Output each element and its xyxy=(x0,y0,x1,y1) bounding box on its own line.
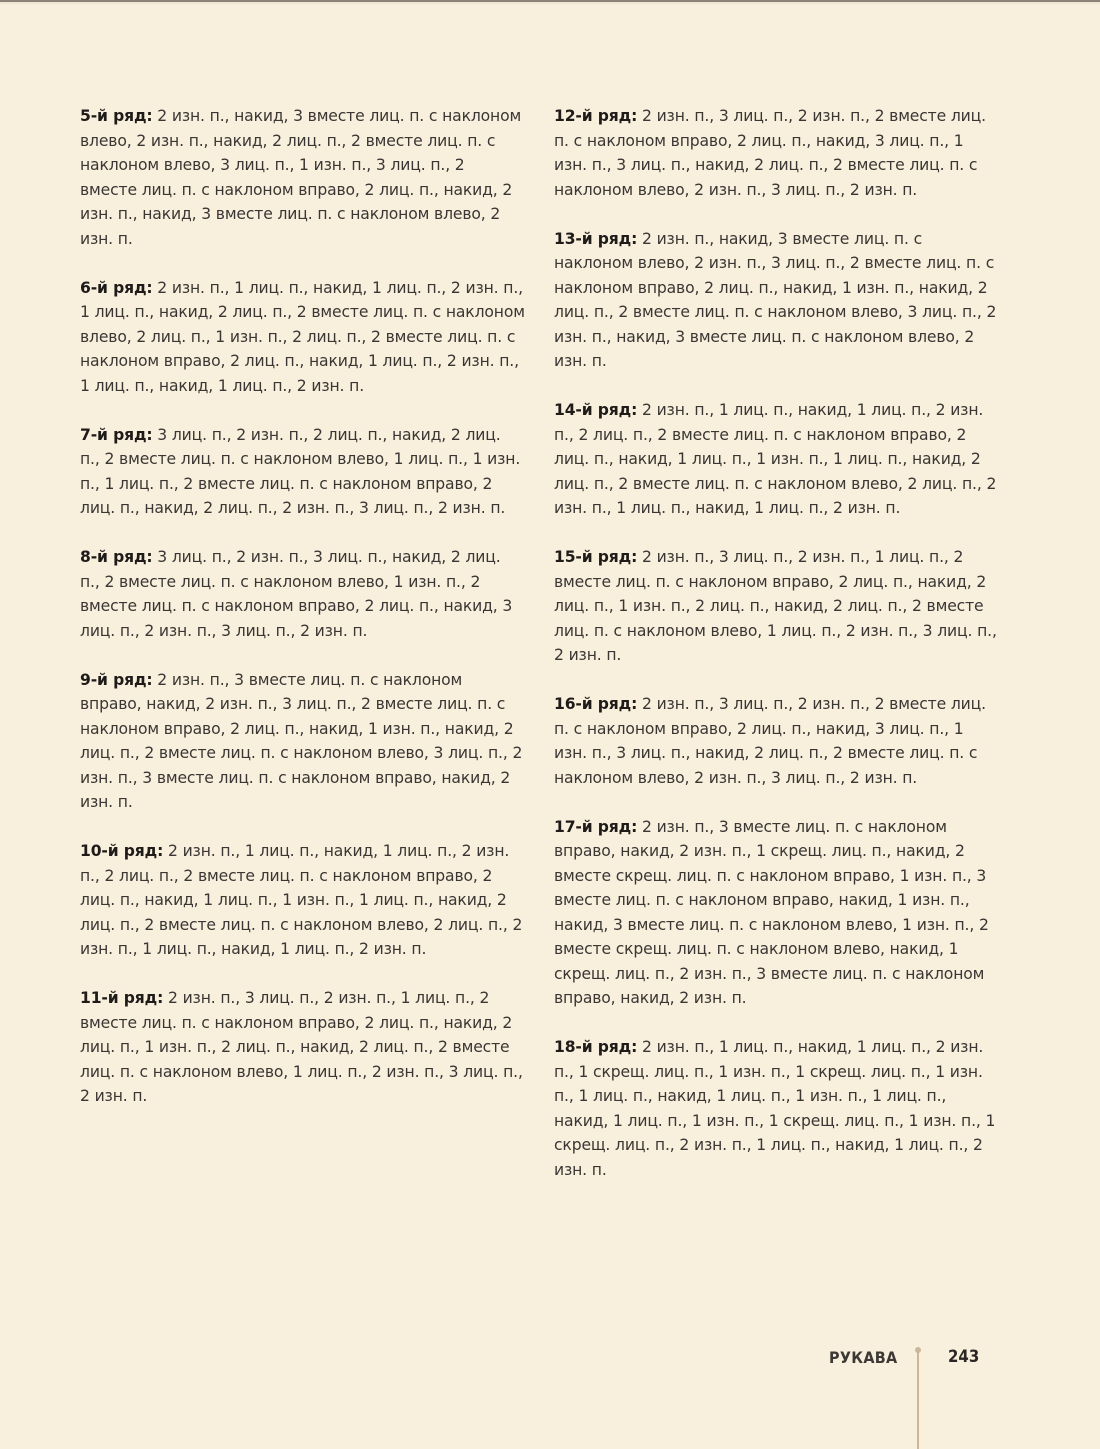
row-text: 2 изн. п., 1 лиц. п., накид, 1 лиц. п., 2 изн. п., 2 лиц. п., 2 вместе лиц. п. с наклоном вправо, 2 лиц. п., накид, 1 лиц. п., 1 изн. п., 1 лиц. п., накид, 2 лиц. п., 2 вместе лиц. п. с наклоном влево, 2 лиц. п., 2 изн. п., 1 лиц. п., накид, 1 лиц. п., 2 изн. п. xyxy=(80,842,523,958)
row-instruction-16 xyxy=(554,692,999,790)
row-label: 12-й ряд: xyxy=(554,107,638,125)
page-top-shadow xyxy=(0,2,1100,5)
row-text: 2 изн. п., 3 лиц. п., 2 изн. п., 1 лиц. п., 2 вместе лиц. п. с наклоном вправо, 2 лиц. п., накид, 2 лиц. п., 1 изн. п., 2 лиц. п., накид, 2 лиц. п., 2 вместе лиц. п. с наклоном влево, 1 лиц. п., 2 изн. п., 3 лиц. п., 2 изн. п. xyxy=(554,548,997,664)
right-column xyxy=(554,104,999,1207)
row-text: 2 изн. п., 3 вместе лиц. п. с наклоном вправо, накид, 2 изн. п., 3 лиц. п., 2 вместе лиц. п. с наклоном вправо, 2 лиц. п., накид, 1 изн. п., накид, 2 лиц. п., 2 вместе лиц. п. с наклоном влево, 3 лиц. п., 2 изн. п., 3 вместе лиц. п. с наклоном вправо, накид, 2 изн. п. xyxy=(80,670,523,811)
row-instruction-13 xyxy=(554,227,999,374)
row-instruction-17 xyxy=(554,815,999,1011)
row-label: 11-й ряд: xyxy=(80,989,164,1007)
row-text: 2 изн. п., 1 лиц. п., накид, 1 лиц. п., 2 изн. п., 1 скрещ. лиц. п., 1 изн. п., 1 скрещ. лиц. п., 1 изн. п., 1 лиц. п., накид, 1 лиц. п., 1 изн. п., 1 лиц. п., накид, 1 лиц. п., 1 изн. п., 1 скрещ. лиц. п., 1 изн. п., 1 скрещ. лиц. п., 2 изн. п., 1 лиц. п., накид, 1 лиц. п., 2 изн. п. xyxy=(554,1038,996,1179)
left-column xyxy=(80,104,525,1133)
row-label: 17-й ряд: xyxy=(554,817,638,836)
row-label: 6-й ряд: xyxy=(80,278,153,297)
row-text: 3 лиц. п., 2 изн. п., 2 лиц. п., накид, 2 лиц. п., 2 вместе лиц. п. с наклоном влево, 1 лиц. п., 1 изн. п., 1 лиц. п., 2 вместе лиц. п. с наклоном вправо, 2 лиц. п., накид, 2 лиц. п., 2 изн. п., 3 лиц. п., 2 изн. п. xyxy=(80,425,521,517)
row-instruction-10 xyxy=(80,839,525,962)
row-text: 3 лиц. п., 2 изн. п., 3 лиц. п., накид, 2 лиц. п., 2 вместе лиц. п. с наклоном влево, 1 изн. п., 2 вместе лиц. п. с наклоном вправо, 2 лиц. п., накид, 3 лиц. п., 2 изн. п., 3 лиц. п., 2 изн. п. xyxy=(80,548,513,640)
row-text: 2 изн. п., 3 лиц. п., 2 изн. п., 2 вместе лиц. п. с наклоном вправо, 2 лиц. п., накид, 3 лиц. п., 1 изн. п., 3 лиц. п., накид, 2 лиц. п., 2 вместе лиц. п. с наклоном влево, 2 изн. п., 3 лиц. п., 2 изн. п. xyxy=(554,107,986,199)
row-label: 15-й ряд: xyxy=(554,548,638,566)
row-instruction-12 xyxy=(554,104,999,202)
row-label: 16-й ряд: xyxy=(554,695,638,713)
row-label: 14-й ряд: xyxy=(554,401,638,419)
row-label: 5-й ряд: xyxy=(80,107,153,125)
row-text: 2 изн. п., 1 лиц. п., накид, 1 лиц. п., 2 изн. п., 1 лиц. п., накид, 2 лиц. п., 2 вместе лиц. п. с наклоном влево, 2 лиц. п., 1 изн. п., 2 лиц. п., 2 вместе лиц. п. с наклоном вправо, 2 лиц. п., накид, 1 лиц. п., 2 изн. п., 1 лиц. п., накид, 1 лиц. п., 2 изн. п. xyxy=(80,278,525,395)
row-text: 2 изн. п., 3 вместе лиц. п. с наклоном вправо, накид, 2 изн. п., 1 скрещ. лиц. п., накид, 2 вместе скрещ. лиц. п. с наклоном вправо, 1 изн. п., 3 вместе лиц. п. с наклоном вправо, накид, 1 изн. п., накид, 3 вместе лиц. п. с наклоном влево, 1 изн. п., 2 вместе скрещ. лиц. п. с наклоном влево, накид, 1 скрещ. лиц. п., 2 изн. п., 3 вместе лиц. п. с наклоном вправо, накид, 2 изн. п. xyxy=(554,817,989,1007)
row-instruction-11 xyxy=(80,986,525,1109)
row-text: 2 изн. п., накид, 3 вместе лиц. п. с наклоном влево, 2 изн. п., накид, 2 лиц. п., 2 вместе лиц. п. с наклоном влево, 3 лиц. п., 1 изн. п., 3 лиц. п., 2 вместе лиц. п. с наклоном вправо, 2 лиц. п., накид, 2 изн. п., накид, 3 вместе лиц. п. с наклоном влево, 2 изн. п. xyxy=(80,107,522,248)
row-label: 9-й ряд: xyxy=(80,670,153,689)
row-instruction-15 xyxy=(554,545,999,668)
row-label: 7-й ряд: xyxy=(80,425,153,444)
row-label: 8-й ряд: xyxy=(80,548,153,566)
row-instruction-6 xyxy=(80,276,525,399)
section-title: РУКАВА xyxy=(829,1348,898,1367)
row-text: 2 изн. п., накид, 3 вместе лиц. п. с наклоном влево, 2 изн. п., 3 лиц. п., 2 вместе лиц. п. с наклоном вправо, 2 лиц. п., накид, 1 изн. п., накид, 2 лиц. п., 2 вместе лиц. п. с наклоном влево, 3 лиц. п., 2 изн. п., накид, 3 вместе лиц. п. с наклоном влево, 2 изн. п. xyxy=(554,229,997,370)
row-label: 18-й ряд: xyxy=(554,1038,638,1056)
row-text: 2 изн. п., 3 лиц. п., 2 изн. п., 2 вместе лиц. п. с наклоном вправо, 2 лиц. п., накид, 3 лиц. п., 1 изн. п., 3 лиц. п., накид, 2 лиц. п., 2 вместе лиц. п. с наклоном влево, 2 изн. п., 3 лиц. п., 2 изн. п. xyxy=(554,695,986,787)
page-number: 243 xyxy=(948,1347,980,1367)
row-instruction-8 xyxy=(80,545,525,643)
row-instruction-9 xyxy=(80,668,525,815)
row-instruction-7 xyxy=(80,423,525,521)
row-instruction-14 xyxy=(554,398,999,521)
row-instruction-18 xyxy=(554,1035,999,1182)
row-label: 10-й ряд: xyxy=(80,842,164,860)
row-instruction-5 xyxy=(80,104,525,251)
footer-divider xyxy=(917,1352,919,1449)
row-label: 13-й ряд: xyxy=(554,229,638,248)
row-text: 2 изн. п., 1 лиц. п., накид, 1 лиц. п., 2 изн. п., 2 лиц. п., 2 вместе лиц. п. с наклоном вправо, 2 лиц. п., накид, 1 лиц. п., 1 изн. п., 1 лиц. п., накид, 2 лиц. п., 2 вместе лиц. п. с наклоном влево, 2 лиц. п., 2 изн. п., 1 лиц. п., накид, 1 лиц. п., 2 изн. п. xyxy=(554,401,997,517)
row-text: 2 изн. п., 3 лиц. п., 2 изн. п., 1 лиц. п., 2 вместе лиц. п. с наклоном вправо, 2 лиц. п., накид, 2 лиц. п., 1 изн. п., 2 лиц. п., накид, 2 лиц. п., 2 вместе лиц. п. с наклоном влево, 1 лиц. п., 2 изн. п., 3 лиц. п., 2 изн. п. xyxy=(80,989,523,1105)
